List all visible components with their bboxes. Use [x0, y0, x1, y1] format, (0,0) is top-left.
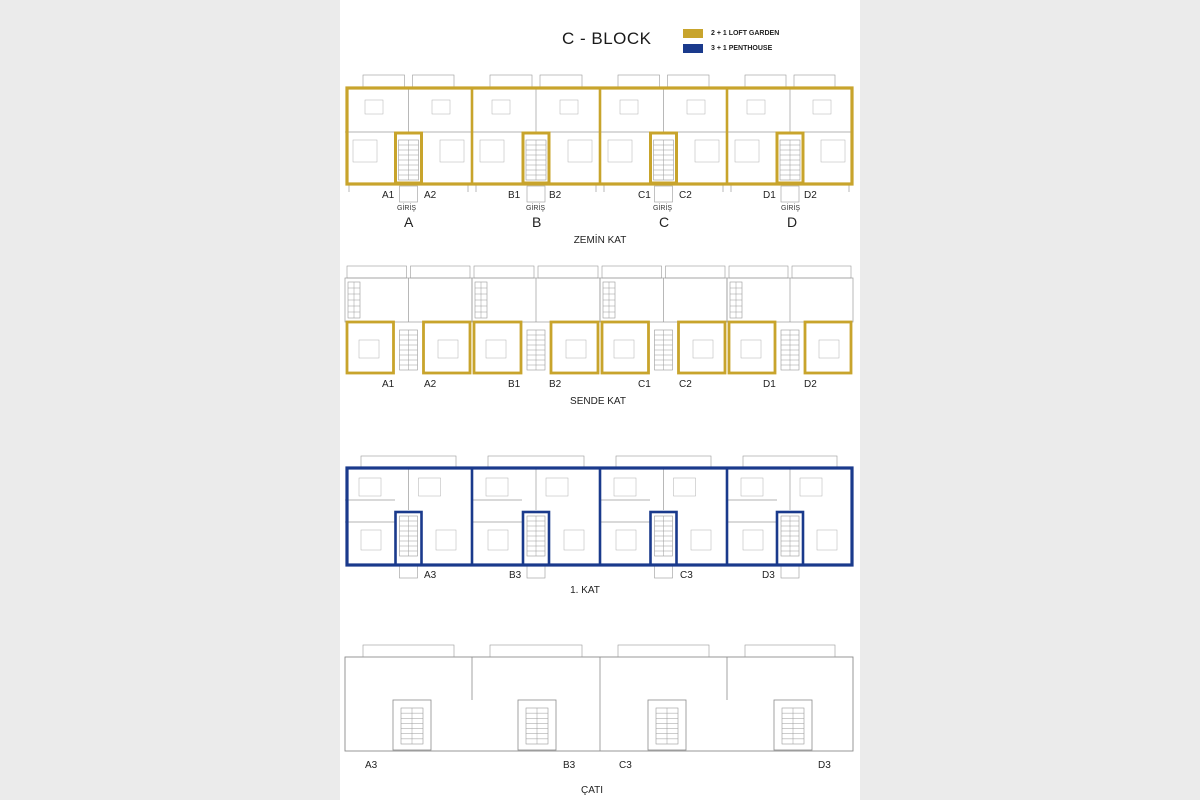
legend-label: 3 + 1 PENTHOUSE — [711, 45, 773, 52]
penthouse-swatch — [683, 44, 703, 53]
entry-word: GİRİŞ — [526, 205, 546, 212]
unit-label: D1 — [763, 190, 776, 201]
unit-label: B3 — [563, 760, 576, 771]
unit-label: B1 — [508, 379, 521, 390]
unit-label: D3 — [762, 570, 775, 581]
floor-title-roof: ÇATI — [580, 785, 604, 796]
unit-label: B3 — [509, 570, 522, 581]
entry-word: GİRİŞ — [653, 205, 673, 212]
unit-label: D3 — [818, 760, 831, 771]
unit-label: A2 — [424, 379, 437, 390]
entry-letter: C — [659, 214, 670, 230]
unit-label: B2 — [549, 190, 562, 201]
unit-label: D2 — [804, 379, 817, 390]
unit-label: D1 — [763, 379, 776, 390]
unit-label: C2 — [679, 190, 692, 201]
floor-title-mezzanine: SENDE KAT — [570, 396, 626, 407]
block-title: C - BLOCK — [562, 29, 652, 48]
unit-label: A2 — [424, 190, 437, 201]
entry-word: GİRİŞ — [781, 205, 801, 212]
loft-garden-swatch — [683, 29, 703, 38]
unit-label: D2 — [804, 190, 817, 201]
entry-letter: B — [532, 214, 542, 230]
unit-label: C2 — [679, 379, 692, 390]
unit-label: A3 — [365, 760, 378, 771]
unit-label: B1 — [508, 190, 521, 201]
unit-label: A1 — [382, 379, 395, 390]
floor-title-first: 1. KAT — [570, 585, 600, 596]
entry-letter: D — [787, 214, 798, 230]
unit-label: C1 — [638, 379, 651, 390]
legend-item-loft-garden — [683, 29, 779, 38]
unit-label: A1 — [382, 190, 395, 201]
unit-label: A3 — [424, 570, 437, 581]
legend-item-penthouse — [683, 44, 772, 53]
unit-label: B2 — [549, 379, 562, 390]
floor-title-ground: ZEMİN KAT — [573, 235, 627, 246]
unit-label: C1 — [638, 190, 651, 201]
entry-word: GİRİŞ — [397, 205, 417, 212]
unit-label: C3 — [680, 570, 693, 581]
legend-label: 2 + 1 LOFT GARDEN — [711, 30, 780, 37]
entry-letter: A — [404, 214, 414, 230]
unit-label: C3 — [619, 760, 632, 771]
